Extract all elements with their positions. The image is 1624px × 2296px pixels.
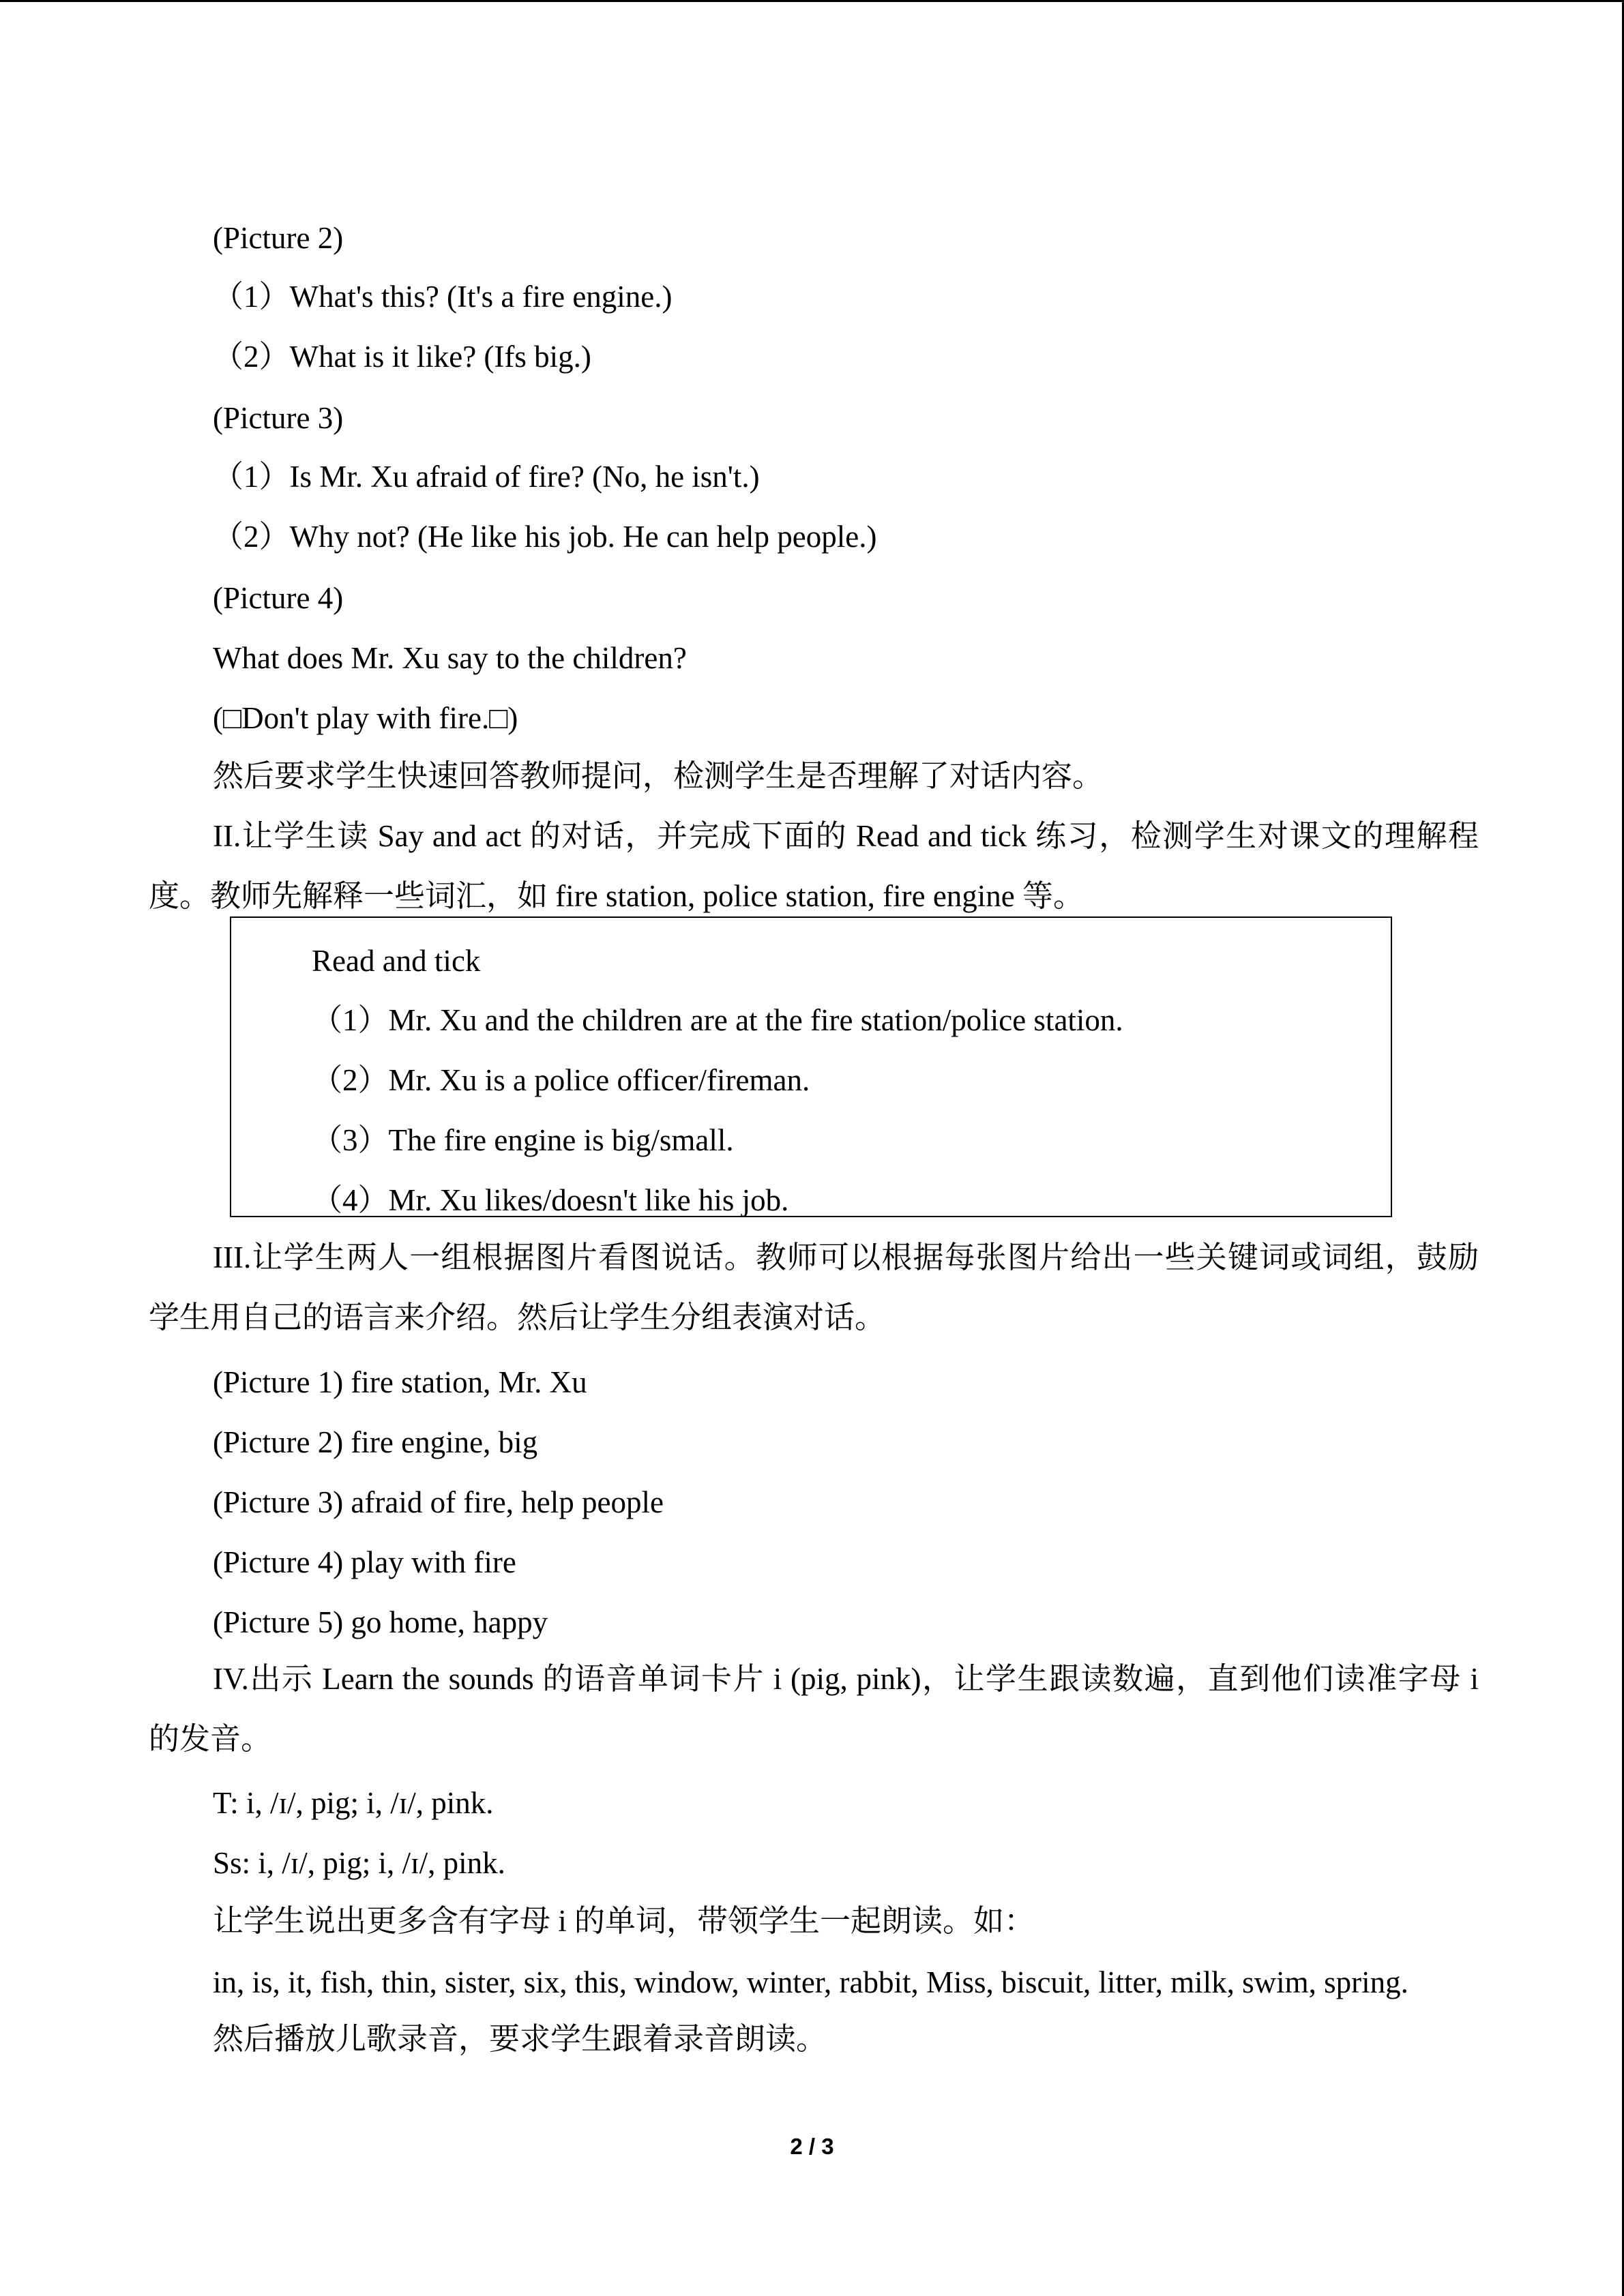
answer-line: (□Don't play with fire.□) bbox=[213, 701, 518, 735]
picture-keywords: (Picture 2) fire engine, big bbox=[213, 1425, 538, 1459]
instruction-line: 然后要求学生快速回答教师提问，检测学生是否理解了对话内容。 bbox=[213, 759, 1104, 793]
picture-keywords: (Picture 1) fire station, Mr. Xu bbox=[213, 1365, 587, 1399]
question-line: （2）Why not? (He like his job. He can help people.) bbox=[213, 520, 877, 554]
question-line: （1）Is Mr. Xu afraid of fire? (No, he isn't.) bbox=[213, 460, 760, 494]
picture-2-heading: (Picture 2) bbox=[213, 221, 344, 255]
question-line: What does Mr. Xu say to the children? bbox=[213, 641, 687, 675]
tick-item: （3）The fire engine is big/small. bbox=[312, 1123, 734, 1157]
step-iv-paragraph: IV.出示 Learn the sounds 的语音单词卡片 i (pig, pink)，让学生跟读数遍，直到他们读准字母 i 的发音。 bbox=[149, 1662, 1479, 1756]
picture-keywords: (Picture 5) go home, happy bbox=[213, 1605, 548, 1639]
word-list: in, is, it, fish, thin, sister, six, this, window, winter, rabbit, Miss, biscuit, litter, milk, swim, spring. bbox=[213, 1965, 1408, 1999]
instruction-line: 让学生说出更多含有字母 i 的单词，带领学生一起朗读。如： bbox=[213, 1904, 1035, 1938]
read-and-tick-box bbox=[230, 916, 1392, 1217]
picture-3-heading: (Picture 3) bbox=[213, 401, 344, 435]
step-iii-paragraph: III.让学生两人一组根据图片看图说话。教师可以根据每张图片给出一些关键词或词组，鼓励学生用自己的语言来介绍。然后让学生分组表演对话。 bbox=[149, 1240, 1479, 1335]
tick-item: （2）Mr. Xu is a police officer/fireman. bbox=[312, 1063, 810, 1097]
teacher-line: T: i, /ɪ/, pig; i, /ɪ/, pink. bbox=[213, 1786, 494, 1820]
picture-keywords: (Picture 3) afraid of fire, help people bbox=[213, 1485, 664, 1519]
question-line: （1）What's this? (It's a fire engine.) bbox=[213, 280, 673, 314]
picture-keywords: (Picture 4) play with fire bbox=[213, 1545, 516, 1579]
picture-4-heading: (Picture 4) bbox=[213, 581, 344, 615]
question-line: （2）What is it like? (Ifs big.) bbox=[213, 340, 591, 374]
students-line: Ss: i, /ɪ/, pig; i, /ɪ/, pink. bbox=[213, 1846, 505, 1880]
closing-instruction: 然后播放儿歌录音，要求学生跟着录音朗读。 bbox=[213, 2022, 827, 2056]
page-number: 2 / 3 bbox=[790, 2134, 834, 2159]
tick-item: （1）Mr. Xu and the children are at the fire station/police station. bbox=[312, 1003, 1123, 1037]
top-border-rule bbox=[0, 0, 1624, 2]
tick-item: （4）Mr. Xu likes/doesn't like his job. bbox=[312, 1183, 789, 1217]
step-ii-paragraph: II.让学生读 Say and act 的对话，并完成下面的 Read and tick 练习，检测学生对课文的理解程度。教师先解释一些词汇，如 fire station, police station, fire engine 等。 bbox=[149, 819, 1479, 913]
box-title: Read and tick bbox=[312, 944, 481, 978]
